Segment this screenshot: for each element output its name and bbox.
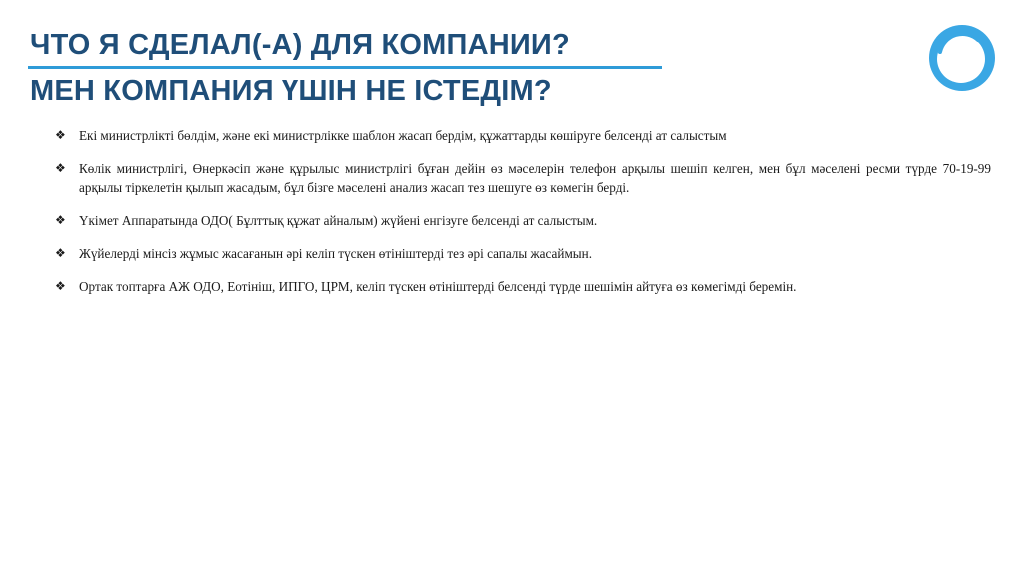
bullet-item: [55, 211, 991, 230]
bullet-text: Жүйелерді мінсіз жұмыс жасағанын әрі келіп түскен өтініштерді тез әрі сапалы жасаймын.: [79, 246, 592, 261]
bullet-list: [55, 126, 991, 310]
bullet-text: Үкімет Аппаратында ОДО( Бұлттық құжат айналым) жүйені енгізуге белсенді ат салыстым.: [79, 213, 598, 228]
title-underline: [28, 66, 662, 69]
bullet-item: [55, 277, 991, 296]
diamond-bullet-icon: ❖: [55, 279, 66, 293]
bullet-item: [55, 159, 991, 197]
bullet-item: [55, 244, 991, 263]
diamond-bullet-icon: ❖: [55, 246, 66, 260]
diamond-bullet-icon: ❖: [55, 161, 66, 175]
bullet-text: Ортак топтарға АЖ ОДО, Еотініш, ИПГО, ЦРМ, келіп түскен өтініштерді белсенді түрде шешімін айтуға өз көмегімді беремін.: [79, 279, 797, 294]
bullet-item: [55, 126, 991, 145]
bullet-text: Көлік министрлігі, Өнеркәсіп және құрылыс министрлігі бұған дейін өз мәселерін телефон арқылы шешіп келген, мен бұл мәселені ресми түрде 70-19-99 арқылы тіркелетін қылып жасадым, бұл бізге мәселені анализ жасап тез шешуге өз көмегін берді.: [79, 161, 991, 195]
slide-title-russian: ЧТО Я СДЕЛАЛ(-А) ДЛЯ КОМПАНИИ?: [30, 29, 570, 61]
ring-logo-icon: [926, 22, 998, 94]
diamond-bullet-icon: ❖: [55, 128, 66, 142]
bullet-text: Екі министрлікті бөлдім, және екі министрлікке шаблон жасап бердім, құжаттарды көшіруге белсенді ат салыстым: [79, 128, 727, 143]
slide-title-kazakh: МЕН КОМПАНИЯ ҮШІН НЕ ІСТЕДІМ?: [30, 75, 552, 107]
diamond-bullet-icon: ❖: [55, 213, 66, 227]
